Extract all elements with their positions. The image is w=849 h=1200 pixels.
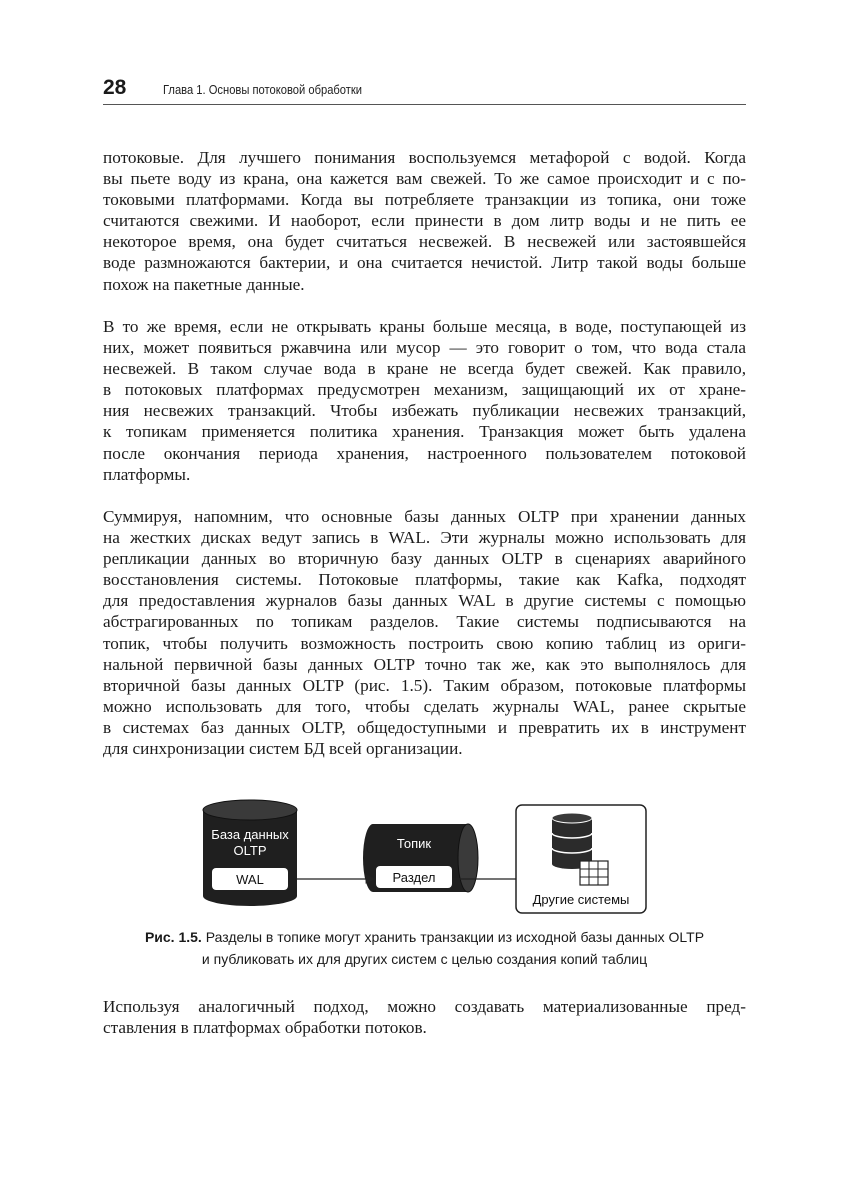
caption-label: Рис. 1.5.: [144, 929, 202, 945]
text-line: вы пьете воду из крана, она кажется вам свежей. То же самое происходит и с по-: [103, 169, 746, 189]
topic-label: Топик: [396, 836, 432, 851]
text-line: считаются свежими. И наоборот, если принести в дом литр воды и не пить ее: [103, 211, 746, 231]
text-line: некоторое время, она будет считаться несвежей. В несвежей или застоявшейся: [103, 232, 746, 252]
text-line: абстрагированных по топикам разделов. Такие системы подписываются на: [103, 612, 746, 632]
running-header: [103, 74, 746, 105]
wal-label: WAL: [236, 872, 264, 887]
paragraph-1: [103, 147, 746, 295]
other-systems-label: Другие системы: [532, 892, 630, 907]
text-line: в потоковых платформах предусмотрен механизм, защищающий их от хране-: [103, 380, 746, 400]
text-line: них, может появиться ржавчина или мусор — это говорит о том, что вода стала: [103, 338, 746, 358]
text-line: к топикам применяется политика хранения. Транзакция может быть удалена: [103, 422, 746, 442]
text-line: нальной первичной базы данных OLTP точно так же, как это выполнялось для: [103, 654, 746, 674]
text-line: Суммируя, напомним, что основные базы данных OLTP при хранении данных: [103, 507, 746, 526]
db-label-line1: База данных: [211, 827, 289, 842]
figure-1-5: [200, 798, 650, 923]
text-line: репликации данных во вторичную базу данных OLTP в сценариях аварийного: [103, 549, 746, 569]
table-grid-icon: [580, 861, 608, 885]
text-line: топик, чтобы получить возможность построить свою копию таблиц из ориги-: [103, 633, 746, 653]
figure-caption: [103, 926, 746, 970]
topic-cylinder: [363, 824, 478, 892]
text-line: после окончания периода хранения, настроенного пользователем потоковой: [103, 443, 746, 463]
figure-diagram: [200, 798, 650, 918]
text-line: вторичной базы данных OLTP (рис. 1.5). Таким образом, потоковые платформы: [103, 675, 746, 695]
text-line: воде размножаются бактерии, и она считается нечистой. Литр такой воды больше: [103, 253, 746, 273]
page-number: 28: [103, 76, 127, 99]
text-line: ставления в платформах обработки потоков.: [103, 1018, 427, 1038]
paragraph-3: [103, 506, 746, 759]
text-line: для синхронизации систем БД всей организации.: [103, 739, 463, 759]
topic-end-cap: [458, 824, 478, 892]
partition-label: Раздел: [392, 870, 436, 885]
chapter-title: Глава 1. Основы потоковой обработки: [163, 82, 363, 97]
text-line: ния несвежих транзакций. Чтобы избежать публикации несвежих транзакций,: [103, 401, 746, 421]
caption-line-1: [103, 926, 746, 948]
text-line: В то же время, если не открывать краны больше месяца, в воде, поступающей из: [103, 317, 746, 336]
paragraph-4: [103, 996, 746, 1038]
text-line: на жестких дисках ведут запись в WAL. Эти журналы можно использовать для: [103, 528, 746, 548]
text-line: похож на пакетные данные.: [103, 274, 305, 294]
text-line: для предоставления журналов базы данных WAL в другие системы с помощью: [103, 591, 746, 611]
paragraph-2: [103, 316, 746, 485]
oltp-database-cylinder: [203, 800, 297, 906]
cylinder-top: [203, 800, 297, 820]
caption-line-2: и публиковать их для других систем с целью создания копий таблиц: [201, 951, 648, 967]
text-line: в системах баз данных OLTP, общедоступными и превратить их в инструмент: [103, 717, 746, 737]
text-line: Используя аналогичный подход, можно создавать материализованные пред-: [103, 997, 746, 1016]
text-line: платформы.: [103, 464, 191, 484]
text-line: несвежей. В таком случае вода в кране не всегда будет свежей. Как правило,: [103, 359, 746, 379]
text-line: восстановления системы. Потоковые платформы, такие как Kafka, подходят: [103, 570, 746, 590]
text-line: потоковые. Для лучшего понимания воспользуемся метафорой с водой. Когда: [103, 148, 746, 167]
other-systems-box: [516, 805, 646, 913]
text-line: токовыми платформами. Когда вы потребляете транзакции из топика, они тоже: [103, 190, 746, 210]
caption-text-1: Разделы в топике могут хранить транзакции из исходной базы данных OLTP: [205, 929, 705, 945]
text-line: можно использовать для того, чтобы сделать журналы WAL, ранее скрытые: [103, 696, 746, 716]
db-label-line2: OLTP: [233, 843, 267, 858]
